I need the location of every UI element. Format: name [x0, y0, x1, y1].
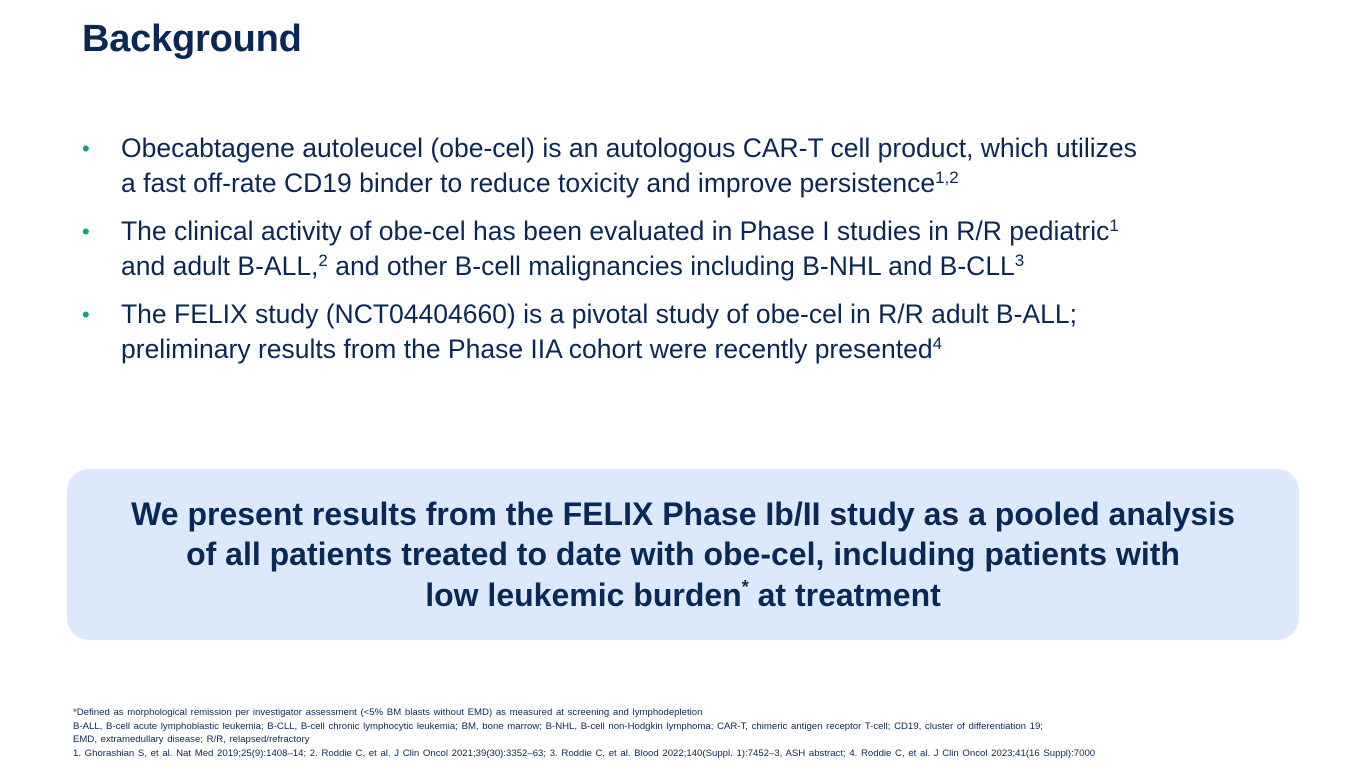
bullet-list [82, 131, 1262, 380]
footnote-definition: *Defined as morphological remission per investigator assessment (<5% BM blasts without EMD) as measured at screening and lymphodepletion [73, 707, 703, 718]
callout-line2: of all patients treated to date with obe-cel, including patients with [186, 536, 1180, 573]
reference-superscript: 2 [318, 251, 328, 270]
reference-superscript: 1,2 [935, 168, 959, 187]
bullet-text-line1: Obecabtagene autoleucel (obe-cel) is an autologous CAR-T cell product, which utilizes [121, 133, 1137, 163]
bullet-dot-icon: • [82, 136, 90, 161]
bullet-item-felix-study [82, 297, 1262, 367]
slide-title: Background [82, 18, 302, 60]
callout-line3b: at treatment [748, 576, 941, 613]
footnote-asterisk: * [741, 576, 749, 597]
bullet-dot-icon: • [82, 219, 90, 244]
callout-box [67, 469, 1299, 640]
bullet-item-obe-cel [82, 131, 1262, 201]
bullet-text-line2b: and other B-cell malignancies including B-NHL and B-CLL [327, 251, 1015, 281]
callout-line1: We present results from the FELIX Phase Ib/II study as a pooled analysis [131, 495, 1235, 532]
bullet-dot-icon: • [82, 302, 90, 327]
footnote-abbreviations-1: B-ALL, B-cell acute lymphoblastic leukemia; B-CLL, B-cell chronic lymphocytic leukemia; BM, bone marrow; B-NHL, B-cell non-Hodgkin lymphoma; CAR-T, chimeric antigen receptor T-cell; CD19, cluster of differentiation 19; [73, 720, 1043, 732]
bullet-item-clinical-activity [82, 214, 1262, 284]
callout-text [131, 494, 1235, 616]
bullet-text-line2a: and adult B-ALL, [121, 251, 319, 281]
reference-superscript: 1 [1109, 216, 1119, 235]
reference-superscript: 4 [932, 334, 943, 353]
callout-line3 [131, 575, 1235, 616]
bullet-text-line1: The FELIX study (NCT04404660) is a pivotal study of obe-cel in R/R adult B-ALL; [121, 299, 1077, 329]
reference-superscript: 3 [1014, 251, 1025, 270]
bullet-text-line1: The clinical activity of obe-cel has been evaluated in Phase I studies in R/R pediatric [121, 216, 1110, 246]
callout-line3a: low leukemic burden [425, 576, 742, 613]
bullet-text-line2: preliminary results from the Phase IIA cohort were recently presented [121, 334, 933, 364]
footnotes [73, 706, 1273, 760]
footnote-references: 1. Ghorashian S, et al. Nat Med 2019;25(9):1408–14; 2. Roddie C, et al. J Clin Oncol 2021;39(30):3352–63; 3. Roddie C, et al. Blood 2022;140(Suppl. 1):7452–3, ASH abstract; 4. Roddie C, et al. J Clin Oncol 2023;41(16 Suppl):7000 [73, 747, 1096, 759]
bullet-text-line2: a fast off-rate CD19 binder to reduce toxicity and improve persistence [121, 168, 936, 198]
footnote-abbreviations-2: EMD, extramedullary disease; R/R, relapsed/refractory [73, 734, 310, 745]
